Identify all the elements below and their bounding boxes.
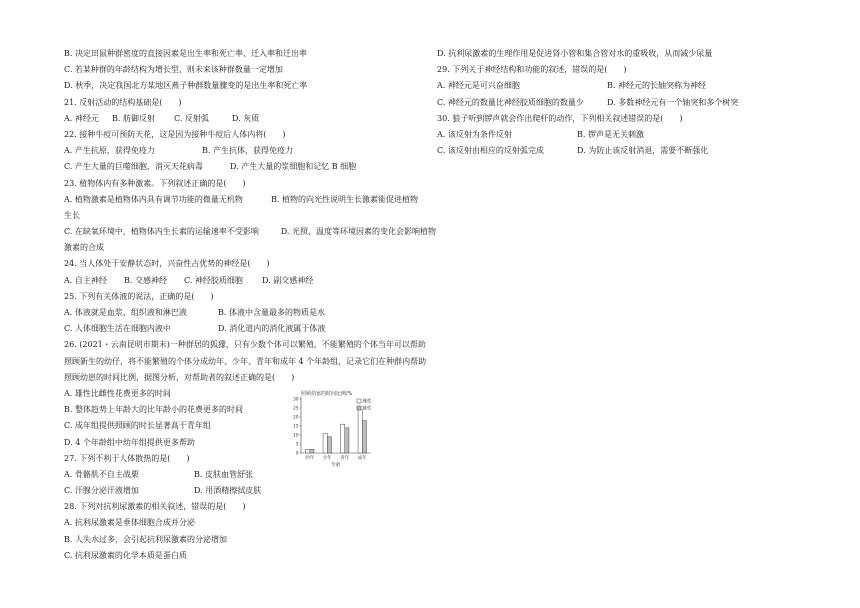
y-tick-label: 15 — [293, 423, 299, 429]
q27-options-ab — [64, 467, 436, 483]
bar-雄性-青年 — [345, 428, 349, 453]
q27-option-c: C. 汗腺分泌汗液增加 — [64, 486, 139, 496]
q28-option-d: D. 抗利尿激素的生理作用是促进肾小管和集合管对水的重吸收，从而减少尿量 — [437, 49, 713, 58]
q23-option-b-cont: 生长 — [64, 210, 80, 220]
left-column — [64, 46, 436, 564]
q20-option-b: B. 决定田鼠种群密度的直接因素是出生率和死亡率、迁入率和迁出率 — [64, 49, 307, 58]
q22-option-a: A. 产生抗原，获得免疫力 — [64, 146, 155, 156]
q22-stem: 22. 接种牛痘可预防天花，这是因为接种牛痘后人体内将( ) — [64, 129, 286, 139]
q22-option-c: C. 产生大量的巨噬细胞，消灭天花病毒 — [64, 162, 203, 172]
q21-option-b: B. 肪御反射 — [112, 113, 155, 123]
bar-雄性-成年 — [362, 421, 366, 453]
q22-option-d: D. 产生大量的浆细胞和记忆 B 细胞 — [230, 162, 357, 172]
q23-option-a: A. 植物激素是植物体内具有调节功能的微量无机物 — [64, 194, 243, 204]
legend-swatch-雄性 — [357, 406, 361, 410]
q22-option-b: B. 产生抗体，获得免疫力 — [202, 146, 293, 156]
q30-option-c: C. 该反射由相应的反射弧完成 — [437, 146, 544, 156]
q21-option-c: C. 反射弧 — [174, 113, 209, 123]
q25-option-a: A. 体液就是血浆、组织液和淋巴液 — [64, 308, 187, 317]
q25-option-c: C. 人体细胞生活在细胞内液中 — [64, 324, 171, 334]
x-tick-label: 成年 — [357, 455, 367, 461]
q28-stem: 28. 下列对抗利尿激素的相关叙述，错误的是( ) — [64, 502, 246, 512]
q27-option-b: B. 皮肤血管舒张 — [194, 469, 253, 479]
y-tick-label: 20 — [293, 414, 299, 420]
q30-stem: 30. 狼子听到锣声就会作出爬杆的动作，下列相关叙述错误的是( ) — [437, 113, 683, 123]
q21-stem: 21. 反射活动的结构基础是( ) — [64, 97, 182, 107]
q28-option-b: B. 人失水过多，会引起抗利尿激素的分泌增加 — [64, 534, 227, 544]
q25-options-ab — [64, 305, 436, 321]
bar-雌性-幼年 — [306, 449, 310, 453]
q29-option-a: A. 神经元是可兴奋细胞 — [437, 81, 520, 91]
q25-options-cd — [64, 321, 436, 337]
q25-option-d: D. 消化道内的消化液属于体液 — [218, 324, 326, 334]
y-tick-label: 10 — [293, 432, 299, 438]
q26-stem-3: 照顾幼崽的时间比例，据图分析，对帮助者的叙述正确的是( ) — [64, 372, 295, 382]
q25-stem: 25. 下列有关体液的说法，正确的是( ) — [64, 291, 214, 301]
q27-option-d: D. 用酒精擦拭皮肤 — [194, 486, 262, 496]
q30-option-a: A. 该反射为条件反射 — [437, 129, 512, 139]
q21-options — [64, 111, 436, 127]
bar-雄性-少年 — [327, 437, 331, 453]
bar-雄性-幼年 — [310, 449, 314, 453]
q23-option-b: B. 植物的向光性说明生长激素能促进植物 — [271, 194, 418, 204]
legend-swatch-雌性 — [357, 399, 361, 403]
q24-options — [64, 273, 436, 289]
q23-option-c: C. 在缺氧环境中，植物体内生长素的运输速率不受影响 — [64, 227, 259, 237]
chart-title: 照顾幼崽的时间比例/% — [301, 390, 353, 397]
x-tick-label: 少年 — [322, 455, 332, 461]
q26-bar-chart — [283, 389, 393, 469]
q28-option-c: C. 抗利尿激素的化学本质是蛋白质 — [64, 550, 187, 560]
right-column — [437, 46, 807, 159]
q20-option-d: D. 秋季，决定我国北方某地区燕子种群数量骤变的是出生率和死亡率 — [64, 81, 308, 91]
q27-option-a: A. 骨骼肌不自主战栗 — [64, 469, 139, 479]
x-tick-label: 幼年 — [305, 455, 315, 461]
x-tick-label: 青年 — [340, 455, 350, 461]
q29-options-ab — [437, 78, 807, 94]
y-tick-label: 5 — [295, 441, 299, 447]
q27-stem: 27. 下列不利于人体散热的是( ) — [64, 453, 190, 463]
q29-options-cd — [437, 95, 807, 111]
y-tick-label: 25 — [293, 405, 299, 411]
q26-stem-1: 26. (2021・云南昆明市期末)一种群居的狐獴，只有少数个体可以繁殖，不能繁殖的个体当年可以帮助 — [64, 340, 426, 350]
q27-options-cd — [64, 483, 436, 499]
q29-option-c: C. 神经元的数量比神经胶质细胞的数量少 — [437, 97, 584, 107]
q23-option-d: D. 光照、温度等环境因素的变化会影响植物 — [280, 227, 436, 237]
q29-option-b: B. 神经元的长轴突称为神经 — [607, 81, 706, 91]
q20-option-c: C. 若某种群的年龄结构为增长型，则未来该种群数量一定增加 — [64, 65, 283, 75]
q29-stem: 29. 下列关于神经结构和功能的叙述，错误的是( ) — [437, 65, 627, 75]
q24-stem: 24. 当人体处于安静状态时，兴奋性占优势的神经是( ) — [64, 259, 270, 269]
q30-option-b: B. 锣声是无关刺激 — [577, 129, 644, 139]
bar-雌性-成年 — [358, 410, 362, 453]
q25-option-b: B. 体液中含量最多的物质是水 — [218, 308, 325, 317]
q21-option-a: A. 神经元 — [64, 113, 99, 123]
q23-options-ab — [64, 192, 436, 208]
bar-雌性-少年 — [323, 433, 327, 453]
q24-option-b: B. 交感神经 — [124, 275, 167, 285]
q30-option-d: D. 为防止该反射消退，需要不断强化 — [577, 146, 709, 156]
q23-option-d-cont: 激素的合成 — [64, 243, 104, 253]
q29-option-d: D. 多数神经元有一个轴突和多个树突 — [607, 97, 739, 107]
q28-option-a: A. 抗利尿激素是垂体细胞合成并分泌 — [64, 518, 195, 528]
q26-option-b: B. 整体趋势上年龄大的比年龄小的花费更多的时间 — [64, 405, 243, 415]
q22-options-ab — [64, 143, 436, 159]
q24-option-d: D. 副交感神经 — [262, 275, 314, 285]
q24-option-c: C. 神经胶质细胞 — [184, 275, 243, 285]
q26-option-d: D. 4 个年龄组中幼年组提供更多帮助 — [64, 437, 195, 447]
q26-stem-2: 照顾新生的幼仔，将不能繁殖的个体分成幼年、少年、青年和成年 4 个年龄组，记录它们在种群内帮助 — [64, 356, 427, 366]
q21-option-d: D. 灰质 — [232, 113, 260, 123]
q26-option-c: C. 成年组提供照顾的时长显著高于青年组 — [64, 421, 211, 431]
q26-option-a: A. 雄性比雌性花费更多的时间 — [64, 388, 171, 398]
legend-label-雄性: 雄性 — [362, 406, 372, 412]
q30-options-cd — [437, 143, 807, 159]
q24-option-a: A. 自主神经 — [64, 275, 107, 285]
legend-label-雌性: 雌性 — [362, 399, 372, 405]
chart-svg — [283, 389, 393, 469]
y-tick-label: 30 — [293, 396, 299, 402]
q23-stem: 23. 植物体内有多种激素。下列叙述正确的是( ) — [64, 178, 246, 188]
x-axis-label: 年龄 — [331, 462, 341, 468]
y-tick-label: 0 — [295, 450, 299, 456]
q30-options-ab — [437, 127, 807, 143]
bar-雌性-青年 — [341, 424, 345, 453]
q23-options-cd — [64, 224, 436, 240]
q22-options-cd — [64, 159, 436, 175]
